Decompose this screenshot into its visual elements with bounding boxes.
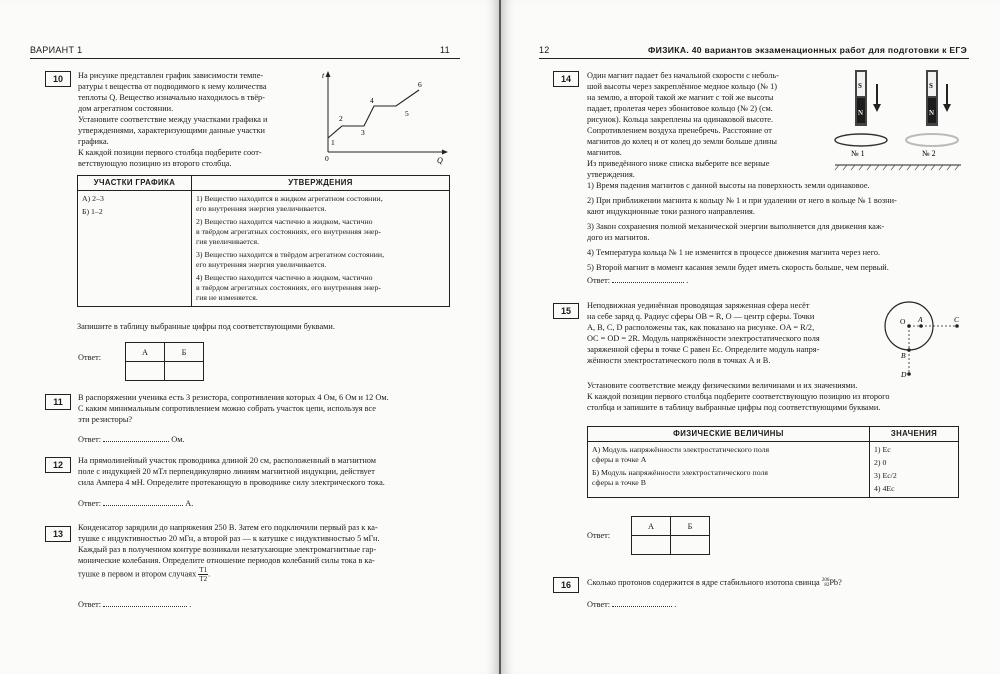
- header-rule: [30, 58, 460, 59]
- ebonite-ring: [906, 134, 958, 146]
- grid-header-a: А: [126, 343, 165, 362]
- origin-label: 0: [325, 154, 329, 163]
- down-arrow-icon: [873, 104, 881, 112]
- question-13-text: Конденсатор зарядили до напряжения 250 В. Затем его подключили первый раз к ка- тушке с индуктивностью 20 мГн, а второй раз — к катушке с индуктивностью 5 мГн. Каждый раз в полученном контуре возникали незатухающие электромагнитные гар- монические колебания. Определите отношение периодов колебаний силы тока в ка- тушке в первом и втором случаях $\frac{T1}{T2}$ .: [78, 523, 380, 583]
- answer-label: Ответ:: [78, 353, 102, 362]
- question-number: 15: [553, 303, 579, 319]
- isotope-numbers: 206 82: [821, 578, 830, 589]
- svg-text:D: D: [901, 370, 907, 379]
- magnets-rings-figure: [833, 64, 963, 172]
- grid-cell-a[interactable]: [632, 536, 671, 555]
- y-axis-label: t: [322, 71, 325, 80]
- table-cell-items: А) 2–3 Б) 1–2: [78, 191, 192, 307]
- answer-grid[interactable]: [125, 342, 204, 381]
- temperature-graph: [318, 68, 453, 166]
- table-cell-statements: 1) Вещество находится в жидком агрегатном состоянии, его внутренняя энергия увеличивается. 2) Вещество находится частично в жидком, частично в твёрдом агрегатных состояниях, его внутренняя энер- гия увеличивается. 3) Вещество находится в твёрдом агрегатном состоянии, его внутренняя энергия увеличивается. 4) Вещество находится частично в жидком, частично в твёрдом агрегатных состояниях, его внутренняя энер- гия не изменяется.: [192, 191, 450, 307]
- svg-text:O: O: [900, 317, 906, 326]
- page-number: 12: [539, 45, 550, 55]
- question-number: 10: [45, 71, 71, 87]
- svg-text:N: N: [858, 109, 864, 117]
- question-number: 11: [45, 394, 71, 410]
- answer-line[interactable]: Ответ: .: [587, 600, 677, 609]
- question-number: 16: [553, 577, 579, 593]
- matching-table: [587, 426, 959, 498]
- graph-point-label: 1: [331, 138, 335, 147]
- answer-line[interactable]: Ответ: .: [587, 276, 689, 285]
- graph-point-label: 3: [361, 128, 365, 137]
- svg-text:N: N: [929, 109, 935, 117]
- table-cell-values: 1) Ec 2) 0 3) Ec/2 4) 4Ec: [870, 442, 959, 498]
- answer-label: Ответ:: [587, 531, 611, 540]
- answer-grid[interactable]: [631, 516, 710, 555]
- svg-text:№ 2: № 2: [922, 149, 936, 158]
- grid-header-b: Б: [165, 343, 204, 362]
- svg-text:B: B: [901, 351, 906, 360]
- svg-text:№ 1: № 1: [851, 149, 865, 158]
- grid-cell-a[interactable]: [126, 362, 165, 381]
- copper-ring: [835, 134, 887, 146]
- question-15-instruction: Установите соответствие между физическими величинами и их значениями. К каждой позиции первого столбца подберите соответствующую позицию из второго столбца и запишите в таблицу выбранные цифры под соответствующими буквами.: [587, 381, 890, 412]
- question-number: 13: [45, 526, 71, 542]
- svg-text:A: A: [918, 315, 923, 324]
- answer-line[interactable]: Ответ: .: [78, 600, 192, 609]
- svg-text:S: S: [858, 82, 862, 90]
- table-header: УТВЕРЖДЕНИЯ: [192, 176, 450, 191]
- graph-point-label: 6: [418, 80, 422, 89]
- header-rule: [539, 58, 969, 59]
- grid-header-a: А: [632, 517, 671, 536]
- grid-header-b: Б: [671, 517, 710, 536]
- down-arrow-icon: [943, 104, 951, 112]
- question-11-text: В распоряжении ученика есть 3 резистора, сопротивления которых 4 Ом, 6 Ом и 12 Ом. С каким минимальным сопротивлением можно собрать участок цепи, используя все эти резисторы?: [78, 393, 389, 424]
- graph-point-label: 5: [405, 109, 409, 118]
- question-number: 12: [45, 457, 71, 473]
- table-header: УЧАСТКИ ГРАФИКА: [78, 176, 192, 191]
- matching-table: [77, 175, 450, 307]
- svg-text:C: C: [954, 315, 960, 324]
- table-header: ЗНАЧЕНИЯ: [870, 427, 959, 442]
- right-page: [501, 0, 1000, 674]
- table-header: ФИЗИЧЕСКИЕ ВЕЛИЧИНЫ: [588, 427, 870, 442]
- question-16-text: Сколько протонов содержится в ядре стабильного изотопа свинца 206 82 Pb?: [587, 578, 842, 589]
- grid-cell-b[interactable]: [165, 362, 204, 381]
- period-ratio-fraction: $\frac{T1}{T2}$: [199, 566, 208, 583]
- graph-point-label: 2: [339, 114, 343, 123]
- svg-text:S: S: [929, 82, 933, 90]
- answer-line[interactable]: Ответ: А.: [78, 499, 194, 508]
- table-cell-items: А) Модуль напряжённости электростатического поля сферы в точке A Б) Модуль напряжённости электростатического поля сферы в точке B: [588, 442, 870, 498]
- instruction-text: Запишите в таблицу выбранные цифры под соответствующими буквами.: [77, 322, 335, 331]
- question-14-options: 1) Время падения магнитов с данной высоты на поверхность земли одинаковое. 2) При приближении магнита к кольцу № 1 и при удалении от него в кольце № 1 возни- кают индукционные токи разного направления. 3) Закон сохранения полной механической энергии выполняется для движения каж- дого из магнитов. 4) Температура кольца № 1 не изменится в процессе движения магнита через него. 5) Второй магнит в момент касания земли будет иметь скорость больше, чем первый.: [587, 181, 897, 272]
- x-axis-label: Q: [437, 156, 443, 165]
- question-14-text: Один магнит падает без начальной скорости с неболь- шой высоты через закреплённое медное кольцо (№ 1) на землю, а второй такой же магнит с той же высоты падает, пролетая через эбонитовое кольцо (№ 2) (см. рисунок). Кольца закреплены на одинаковой высоте. Сопротивлением воздуха пренебречь. Расстояние от магнитов до колец и от колец до земли больше длины магнитов. Из приведённого ниже списка выберите все верные утверждения.: [587, 71, 779, 179]
- question-number: 14: [553, 71, 579, 87]
- page-number: 11: [440, 45, 450, 55]
- answer-line[interactable]: Ответ: Ом.: [78, 435, 185, 444]
- book-title-header: ФИЗИКА. 40 вариантов экзаменационных работ для подготовки к ЕГЭ: [648, 45, 967, 55]
- question-15-text: Неподвижная уединённая проводящая заряженная сфера несёт на себе заряд q. Радиус сферы OB = R, O — центр сферы. Точки A, B, C, D расположены так, как показано на рисунке. OA = R/2, OC = OD = 2R. Модуль напряжённости электростатического поля заряженной сферы в точке C равен Ec. Определите модуль напря- жённости электростатического поля в точках A и B.: [587, 301, 820, 365]
- question-10-text: На рисунке представлен график зависимости темпе- ратуры t вещества от подводимого к нему количества теплоты Q. Вещество изначально находилось в твёр- дом агрегатном состоянии. Установите соответствие между участками графика и утверждениями, характеризующими данные участки графика. К каждой позиции первого столбца подберите соот- ветствующую позицию из второго столбца.: [78, 71, 268, 168]
- variant-header: ВАРИАНТ 1: [30, 45, 83, 55]
- graph-point-label: 4: [370, 96, 374, 105]
- sphere-figure: [879, 298, 969, 380]
- question-12-text: На прямолинейный участок проводника длиной 20 см, расположенный в магнитном поле с индукцией 20 мТл перпендикулярно линиям магнитной индукции, действует сила Ампера 4 мН. Определите протекающую в проводнике силу электрического тока.: [78, 456, 385, 487]
- grid-cell-b[interactable]: [671, 536, 710, 555]
- left-page: [0, 0, 499, 674]
